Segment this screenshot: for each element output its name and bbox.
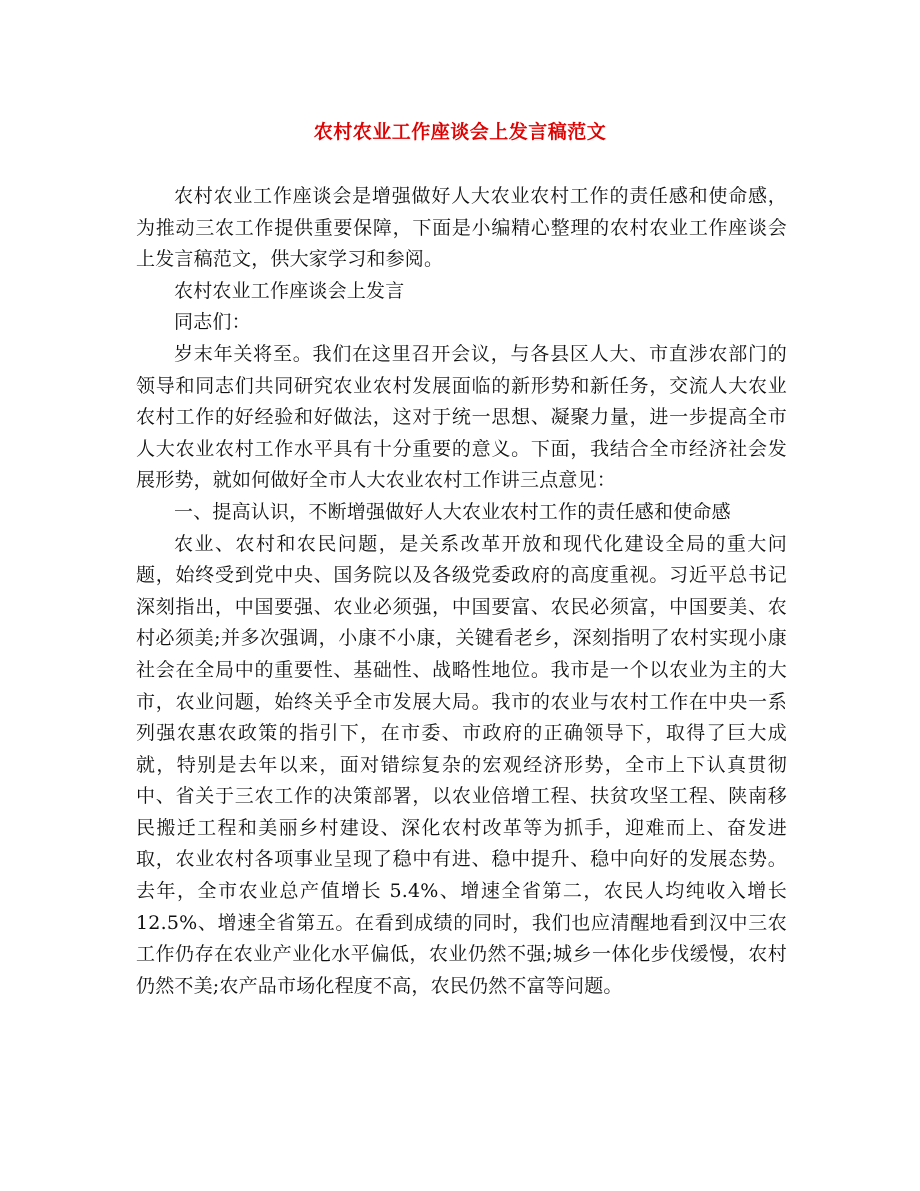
document-body — [136, 181, 787, 1002]
section-1-paragraph: 农业、农村和农民问题，是关系改革开放和现代化建设全局的重大问题，始终受到党中央、国务院以及各级党委政府的高度重视。习近平总书记深刻指出，中国要强、农业必须强，中国要富、农民必须富，中国要美、农村必须美;并多次强调，小康不小康，关键看老乡，深刻指明了农村实现小康社会在全局中的重要性、基础性、战略性地位。我市是一个以农业为主的大市，农业问题，始终关乎全市发展大局。我市的农业与农村工作在中央一系列强农惠农政策的指引下，在市委、市政府的正确领导下，取得了巨大成就，特别是去年以来，面对错综复杂的宏观经济形势，全市上下认真贯彻中、省关于三农工作的决策部署，以农业倍增工程、扶贫攻坚工程、陕南移民搬迁工程和美丽乡村建设、深化农村改革等为抓手，迎难而上、奋发进取，农业农村各项事业呈现了稳中有进、稳中提升、稳中向好的发展态势。去年，全市农业总产值增长 5.4%、增速全省第二，农民人均纯收入增长 12.5%、增速全省第五。在看到成绩的同时，我们也应清醒地看到汉中三农工作仍存在农业产业化水平偏低，农业仍然不强;城乡一体化步伐缓慢，农村仍然不美;农产品市场化程度不高，农民仍然不富等问题。 — [136, 532, 787, 997]
intro-paragraph: 农村农业工作座谈会是增强做好人大农业农村工作的责任感和使命感，为推动三农工作提供重要保障，下面是小编精心整理的农村农业工作座谈会上发言稿范文，供大家学习和参阅。 — [136, 185, 787, 271]
speech-heading: 农村农业工作座谈会上发言 — [174, 279, 405, 302]
document-title: 农村农业工作座谈会上发言稿范文 — [313, 121, 607, 143]
salutation: 同志们： — [174, 311, 251, 334]
opening-paragraph: 岁末年关将至。我们在这里召开会议，与各县区人大、市直涉农部门的领导和同志们共同研究农业农村发展面临的新形势和新任务，交流人大农业农村工作的好经验和好做法，这对于统一思想、凝聚力量，进一步提高全市人大农业农村工作水平具有十分重要的意义。下面，我结合全市经济社会发展形势，就如何做好全市人大农业农村工作讲三点意见： — [136, 342, 787, 492]
section-heading-1: 一、提高认识，不断增强做好人大农业农村工作的责任感和使命感 — [174, 500, 731, 523]
